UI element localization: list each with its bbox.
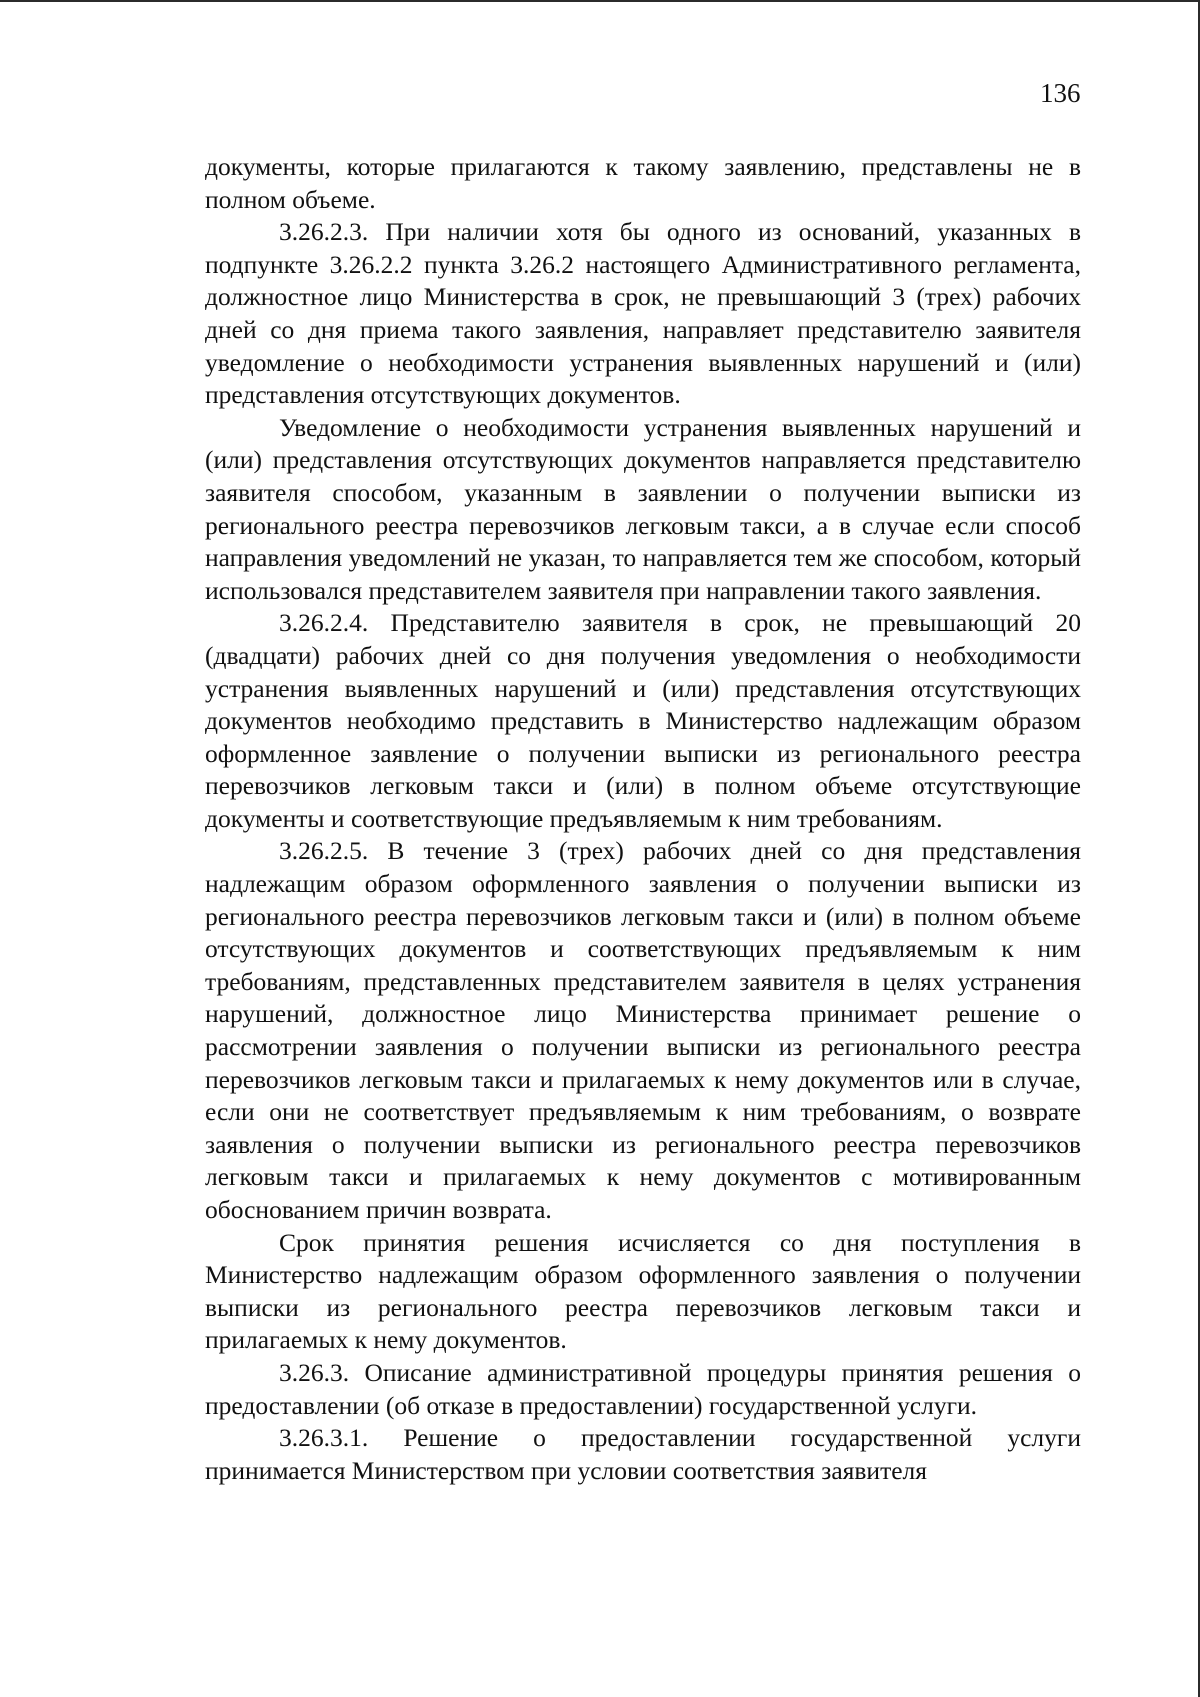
paragraph-3-26-3-1: 3.26.3.1. Решение о предоставлении государственной услуги принимается Министерством при условии соответствия заявителя: [205, 1423, 1081, 1485]
paragraph-decision-term: Срок принятия решения исчисляется со дня поступления в Министерство надлежащим образом оформленного заявления о получении выписки из регионального реестра перевозчиков легковым такси и прилагаемых к нему документов.: [205, 1227, 1081, 1355]
paragraph-continuation: документы, которые прилагаются к такому заявлению, представлены не в полном объеме.: [205, 152, 1081, 214]
paragraph-3-26-2-4: 3.26.2.4. Представителю заявителя в срок, не превышающий 20 (двадцати) рабочих дней со дня получения уведомления о необходимости устранения выявленных нарушений и (или) представления отсутствующих документов необходимо представить в Министерство надлежащим образом оформленное заявление о получении выписки из регионального реестра перевозчиков легковым такси и (или) в полном объеме отсутствующие документы и соответствующие предъявляемым к ним требованиям.: [205, 608, 1081, 833]
document-body: [205, 151, 1081, 1487]
paragraph-3-26-3: 3.26.3. Описание административной процедуры принятия решения о предоставлении (об отказе в предоставлении) государственной услуги.: [205, 1357, 1081, 1420]
paragraph-3-26-2-3: 3.26.2.3. При наличии хотя бы одного из оснований, указанных в подпункте 3.26.2.2 пункта 3.26.2 настоящего Административного регламента, должностное лицо Министерства в срок, не превышающий 3 (трех) рабочих дней со дня приема такого заявления, направляет представителю заявителя уведомление о необходимости устранения выявленных нарушений и (или) представления отсутствующих документов.: [205, 217, 1081, 410]
paragraph-notification: Уведомление о необходимости устранения выявленных нарушений и (или) представления отсутствующих документов направляется представителю заявителя способом, указанным в заявлении о получении выписки из регионального реестра перевозчиков легковым такси, а в случае если способ направления уведомлений не указан, то направляется тем же способом, который использовался представителем заявителя при направлении такого заявления.: [205, 412, 1081, 605]
paragraph-3-26-2-5: 3.26.2.5. В течение 3 (трех) рабочих дней со дня представления надлежащим образом оформленного заявления о получении выписки из регионального реестра перевозчиков легковым такси и (или) в полном объеме отсутствующих документов и соответствующих предъявляемым к ним требованиям, представленных представителем заявителя в целях устранения нарушений, должностное лицо Министерства принимает решение о рассмотрении заявления о получении выписки из регионального реестра перевозчиков легковым такси и прилагаемых к нему документов или в случае, если они не соответствует предъявляемым к ним требованиям, о возврате заявления о получении выписки из регионального реестра перевозчиков легковым такси и прилагаемых к нему документов с мотивированным обоснованием причин возврата.: [205, 836, 1081, 1224]
page-number: 136: [1040, 78, 1081, 108]
